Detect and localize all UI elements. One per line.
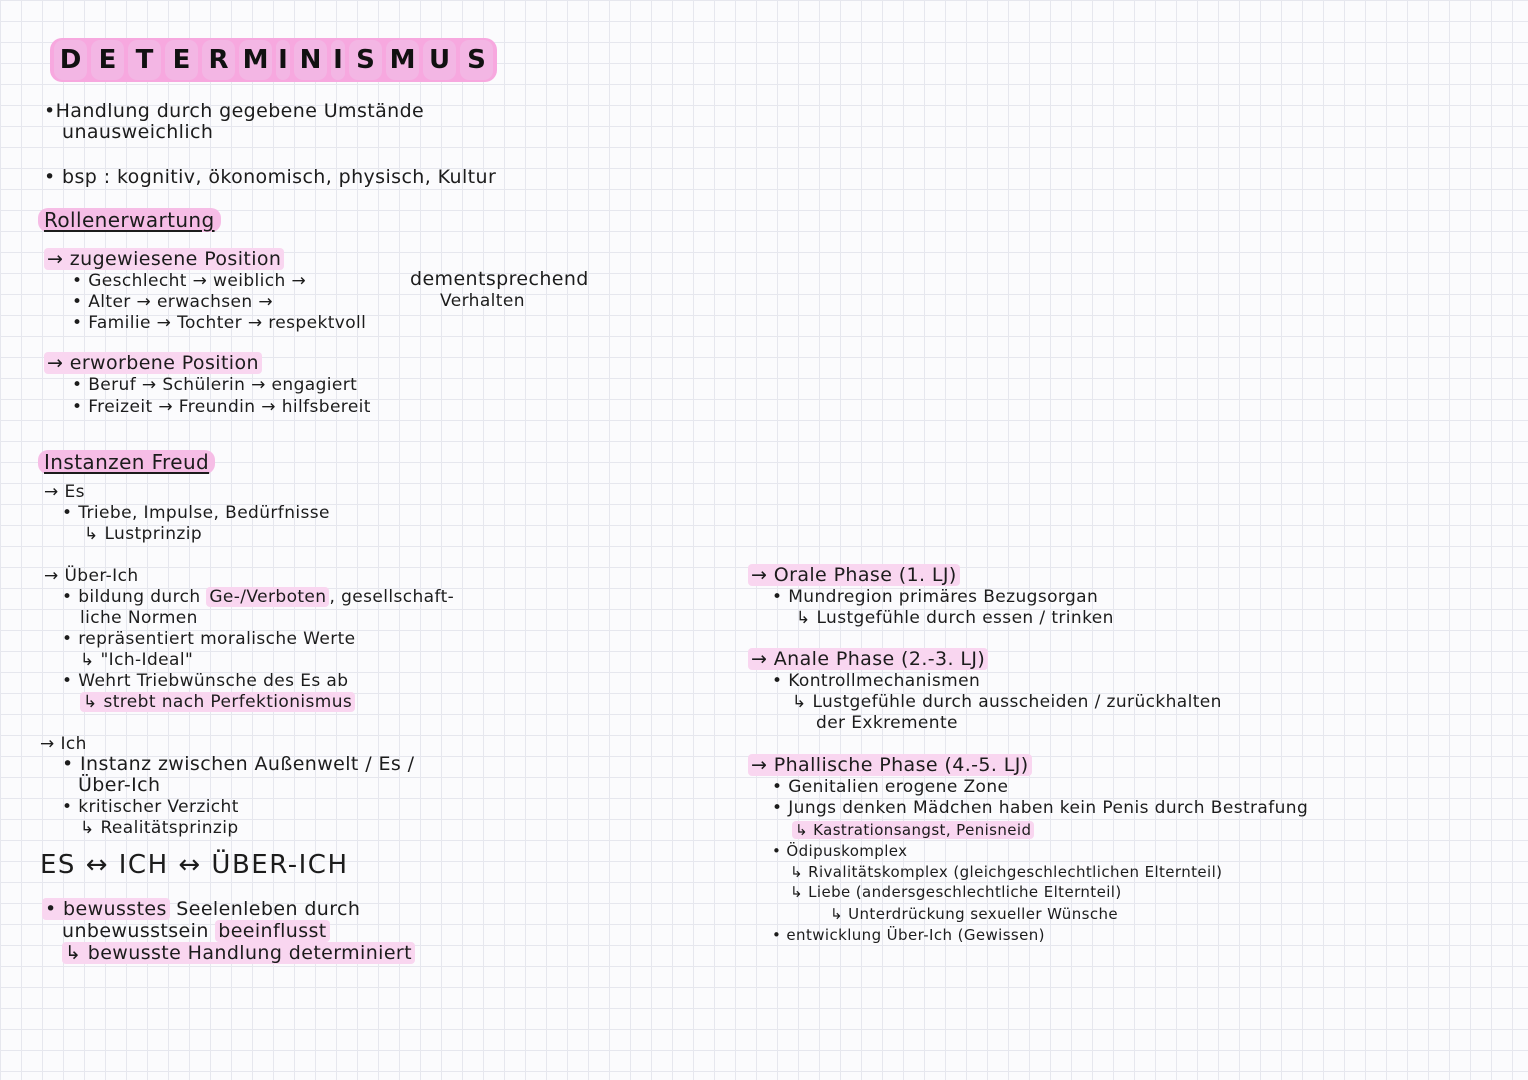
intro-line-1: •Handlung durch gegebene Umstände [44,100,425,122]
freud-b2b: beeinflusst [215,920,329,942]
rollen-alter: • Alter → erwachsen → [72,292,273,312]
phase-anal-2: ↳ Lustgefühle durch ausscheiden / zurückhalten [792,692,1222,712]
freud-ue-2: liche Normen [80,608,198,628]
phase-phal-4: • Ödipuskomplex [772,842,908,860]
phase-phal-3-text: ↳ Kastrationsangst, Penisneid [792,821,1034,839]
rollen-verhalten: Verhalten [440,291,525,311]
intro-line-3: • bsp : kognitiv, ökonomisch, physisch, Kultur [44,166,497,188]
title-letter: I [331,40,345,80]
title-letter: E [91,40,124,80]
freud-ich-2: Über-Ich [78,774,161,796]
title-letter: U [423,40,456,80]
phase-phal-5: ↳ Rivalitätskomplex (gleichgeschlechtlichen Elternteil) [790,863,1223,881]
section-heading-freud: Instanzen Freud [38,450,215,474]
freud-ueber-ich: → Über-Ich [44,566,139,586]
title-letter: N [294,40,327,80]
phase-oral-1: • Mundregion primäres Bezugsorgan [772,587,1099,607]
freud-ich-4: ↳ Realitätsprinzip [80,818,239,838]
title-letter: M [386,40,419,80]
freud-ich: → Ich [40,734,87,754]
freud-ue-6-text: ↳ strebt nach Perfektionismus [80,692,355,712]
rollen-familie: • Familie → Tochter → respektvoll [72,313,367,333]
freud-ue-1c: , gesellschaft- [329,587,455,607]
freud-formula: ES ↔ ICH ↔ ÜBER-ICH [40,850,349,880]
phase-phal-6: ↳ Liebe (andersgeschlechtliche Elternteil) [790,883,1122,901]
phase-phal-2: • Jungs denken Mädchen haben kein Penis durch Bestrafung [772,798,1309,818]
freud-es-1: • Triebe, Impulse, Bedürfnisse [62,503,330,523]
phase-oral-2: ↳ Lustgefühle durch essen / trinken [796,608,1114,628]
phase-phal-1: • Genitalien erogene Zone [772,777,1009,797]
rollen-dementsprechend: dementsprechend [410,268,589,290]
phase-anal-3: der Exkremente [816,713,958,733]
title-letter: R [202,40,235,80]
phase-anal-1: • Kontrollmechanismen [772,671,981,691]
freud-ue-1a: • bildung durch [62,587,201,607]
rollen-erworben-text: → erworbene Position [44,352,262,374]
freud-ue-1 [62,586,454,608]
freud-b1a: • bewusstes [42,898,170,920]
freud-ue-4: ↳ "Ich-Ideal" [80,650,194,670]
phase-oral [748,564,960,586]
freud-bewusst-3 [62,942,415,964]
phase-anal [748,648,988,670]
title-letter: T [128,40,161,80]
rollen-freizeit: • Freizeit → Freundin → hilfsbereit [72,397,371,417]
phase-oral-text: → Orale Phase (1. LJ) [748,564,960,586]
freud-bewusst-1 [42,898,360,920]
title-letter: D [54,40,87,80]
rollen-erworben [44,352,262,374]
freud-ue-5: • Wehrt Triebwünsche des Es ab [62,671,349,691]
freud-ue-1b: Ge-/Verboten [206,587,329,607]
phase-phal-3 [792,819,1034,841]
page-title [50,38,497,82]
rollen-beruf: • Beruf → Schülerin → engagiert [72,375,358,395]
section-heading-rollen: Rollenerwartung [38,208,221,232]
freud-b1b: Seelenleben durch [176,898,361,920]
title-letter: I [276,40,290,80]
phase-phal-8: • entwicklung Über-Ich (Gewissen) [772,926,1045,944]
freud-b2a: unbewusstsein [62,920,209,942]
intro-line-2: unausweichlich [62,121,214,143]
freud-ue-6 [80,691,355,713]
freud-ue-3: • repräsentiert moralische Werte [62,629,356,649]
freud-bewusst-2 [62,920,330,942]
freud-es-2: ↳ Lustprinzip [84,524,203,544]
rollen-zugewiesen-text: → zugewiesene Position [44,248,284,270]
title-letter: E [165,40,198,80]
phase-anal-text: → Anale Phase (2.-3. LJ) [748,648,988,670]
freud-ich-1: • Instanz zwischen Außenwelt / Es / [62,753,415,775]
freud-b3: ↳ bewusste Handlung determiniert [62,942,415,964]
freud-ich-3: • kritischer Verzicht [62,797,239,817]
phase-phal-7: ↳ Unterdrückung sexueller Wünsche [830,905,1119,923]
title-letter: S [349,40,382,80]
phase-phal-text: → Phallische Phase (4.-5. LJ) [748,754,1032,776]
freud-es: → Es [44,482,85,502]
title-letter: S [460,40,493,80]
title-letter: M [239,40,272,80]
phase-phallisch [748,754,1032,776]
rollen-geschlecht: • Geschlecht → weiblich → [72,271,307,291]
rollen-zugewiesen [44,248,284,270]
